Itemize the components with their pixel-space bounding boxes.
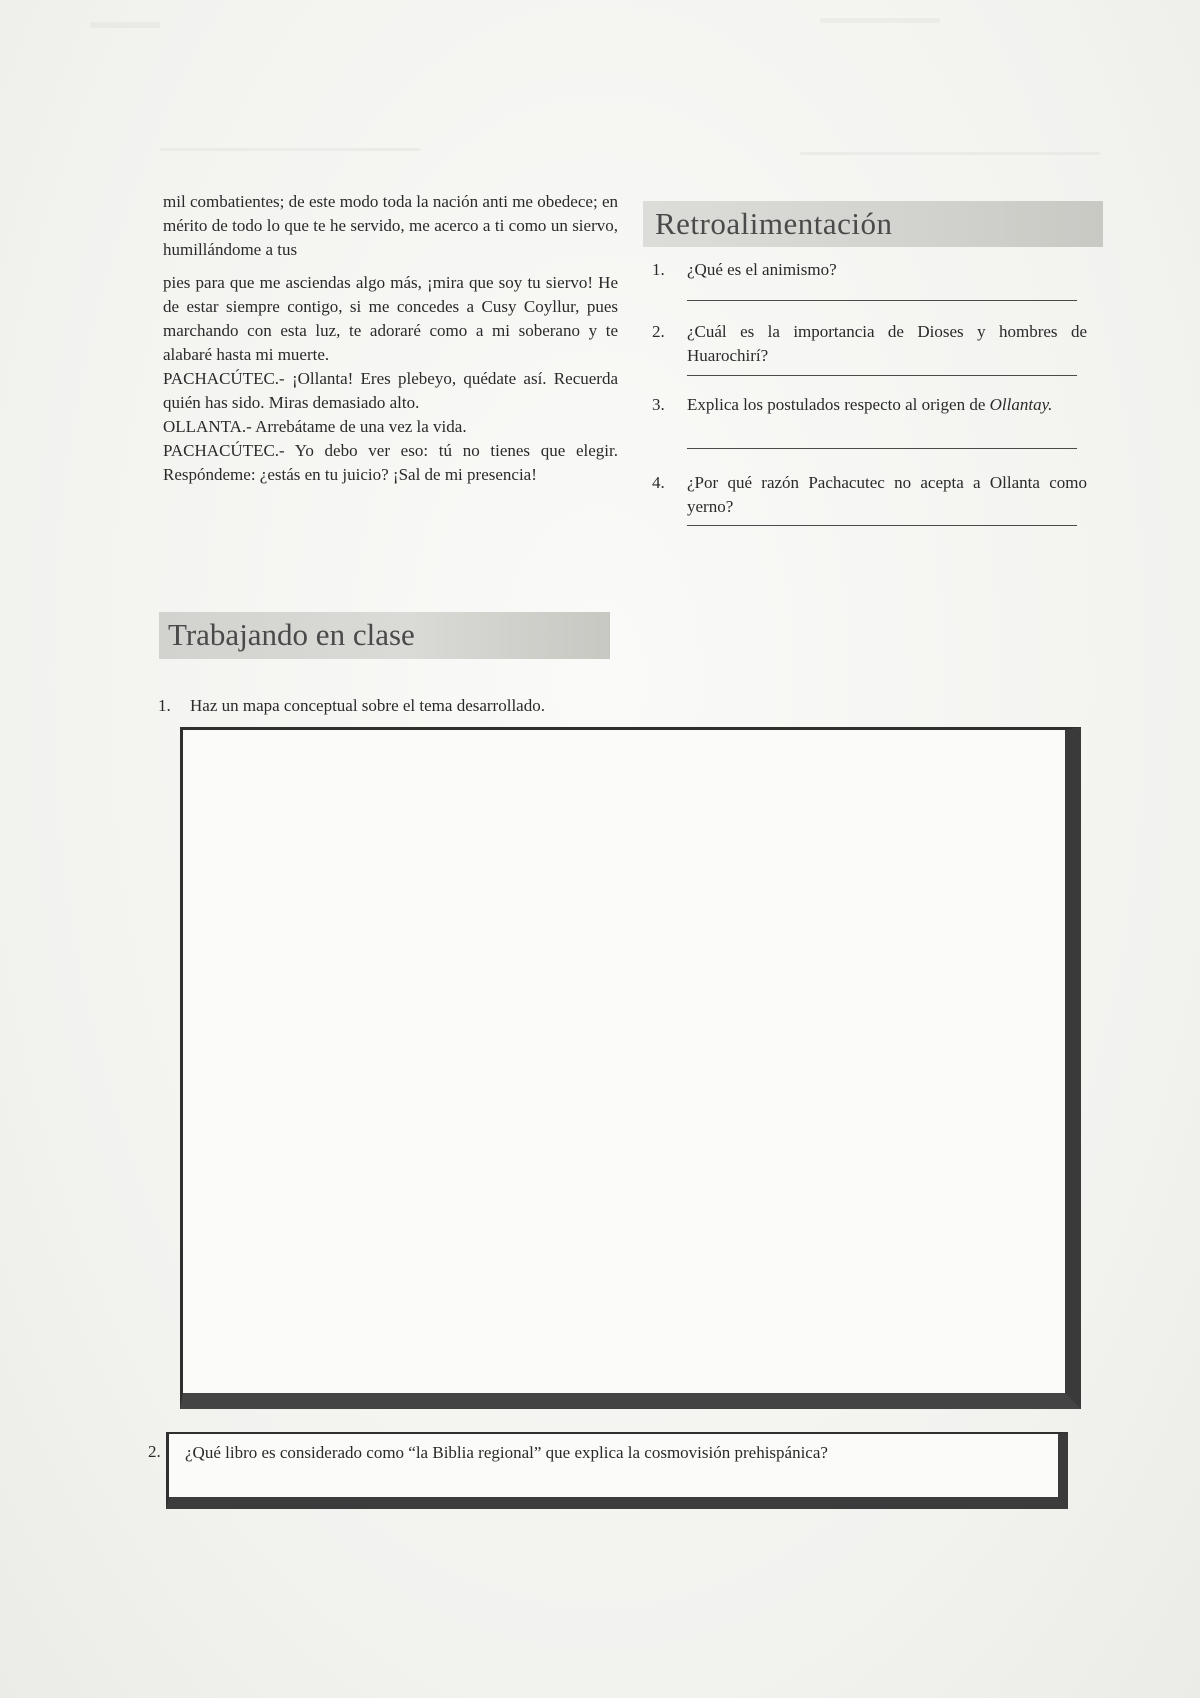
- class-work-title: Trabajando en clase: [168, 617, 415, 652]
- play-excerpt: [163, 190, 618, 487]
- scan-smudge: [160, 148, 420, 151]
- dialogue-line-3: PACHACÚTEC.- Yo debo ver eso: tú no tienes que elegir. Respóndeme: ¿estás en tu juicio? ¡Sal de mi presencia!: [163, 441, 618, 484]
- question-number: 2.: [652, 322, 665, 341]
- dialogue-line-2: OLLANTA.- Arrebátame de una vez la vida.: [163, 417, 467, 436]
- excerpt-paragraph-1: mil combatientes; de este modo toda la nación anti me obedece; en mérito de todo lo que te he servido, me acerco a ti como un siervo, humillándome a tus: [163, 192, 618, 259]
- class-work-section-header: [159, 612, 610, 659]
- question-number: 3.: [652, 395, 665, 414]
- task-text: Haz un mapa conceptual sobre el tema desarrollado.: [190, 696, 545, 715]
- excerpt-paragraph-2: pies para que me asciendas algo más, ¡mira que soy tu siervo! He de estar siempre contigo, si me concedes a Cusy Coyllur, pues marchando con esta luz, te adoraré como a mi soberano y te alabaré hasta mi muerte.: [163, 273, 618, 364]
- task-text: ¿Qué libro es considerado como “la Biblia regional” que explica la cosmovisión prehispánica?: [185, 1443, 828, 1462]
- question-text: ¿Por qué razón Pachacutec no acepta a Ollanta como yerno?: [687, 473, 1087, 516]
- task-number: 1.: [158, 696, 171, 715]
- question-text: [687, 393, 1087, 417]
- feedback-section-header: [643, 201, 1103, 247]
- scan-smudge: [820, 18, 940, 23]
- task-number: 2.: [148, 1442, 161, 1461]
- scan-smudge: [800, 152, 1100, 155]
- question-text: ¿Cuál es la importancia de Dioses y hombres de Huarochirí?: [687, 322, 1087, 365]
- question-text: ¿Qué es el animismo?: [687, 260, 837, 279]
- answer-line[interactable]: [687, 300, 1077, 301]
- dialogue-line-1: PACHACÚTEC.- ¡Ollanta! Eres plebeyo, quédate así. Recuerda quién has sido. Miras demasiado alto.: [163, 369, 618, 412]
- task-2-answer-box[interactable]: [166, 1432, 1068, 1509]
- question-text-italic: Ollantay.: [989, 395, 1053, 414]
- answer-line[interactable]: [687, 448, 1077, 449]
- concept-map-box[interactable]: [180, 727, 1081, 1409]
- answer-line[interactable]: [687, 525, 1077, 526]
- question-number: 1.: [652, 260, 665, 279]
- feedback-title: Retroalimentación: [655, 206, 893, 241]
- answer-line[interactable]: [687, 375, 1077, 376]
- question-text-plain: Explica los postulados respecto al origen de: [687, 395, 990, 414]
- scan-smudge: [90, 22, 160, 28]
- question-number: 4.: [652, 473, 665, 492]
